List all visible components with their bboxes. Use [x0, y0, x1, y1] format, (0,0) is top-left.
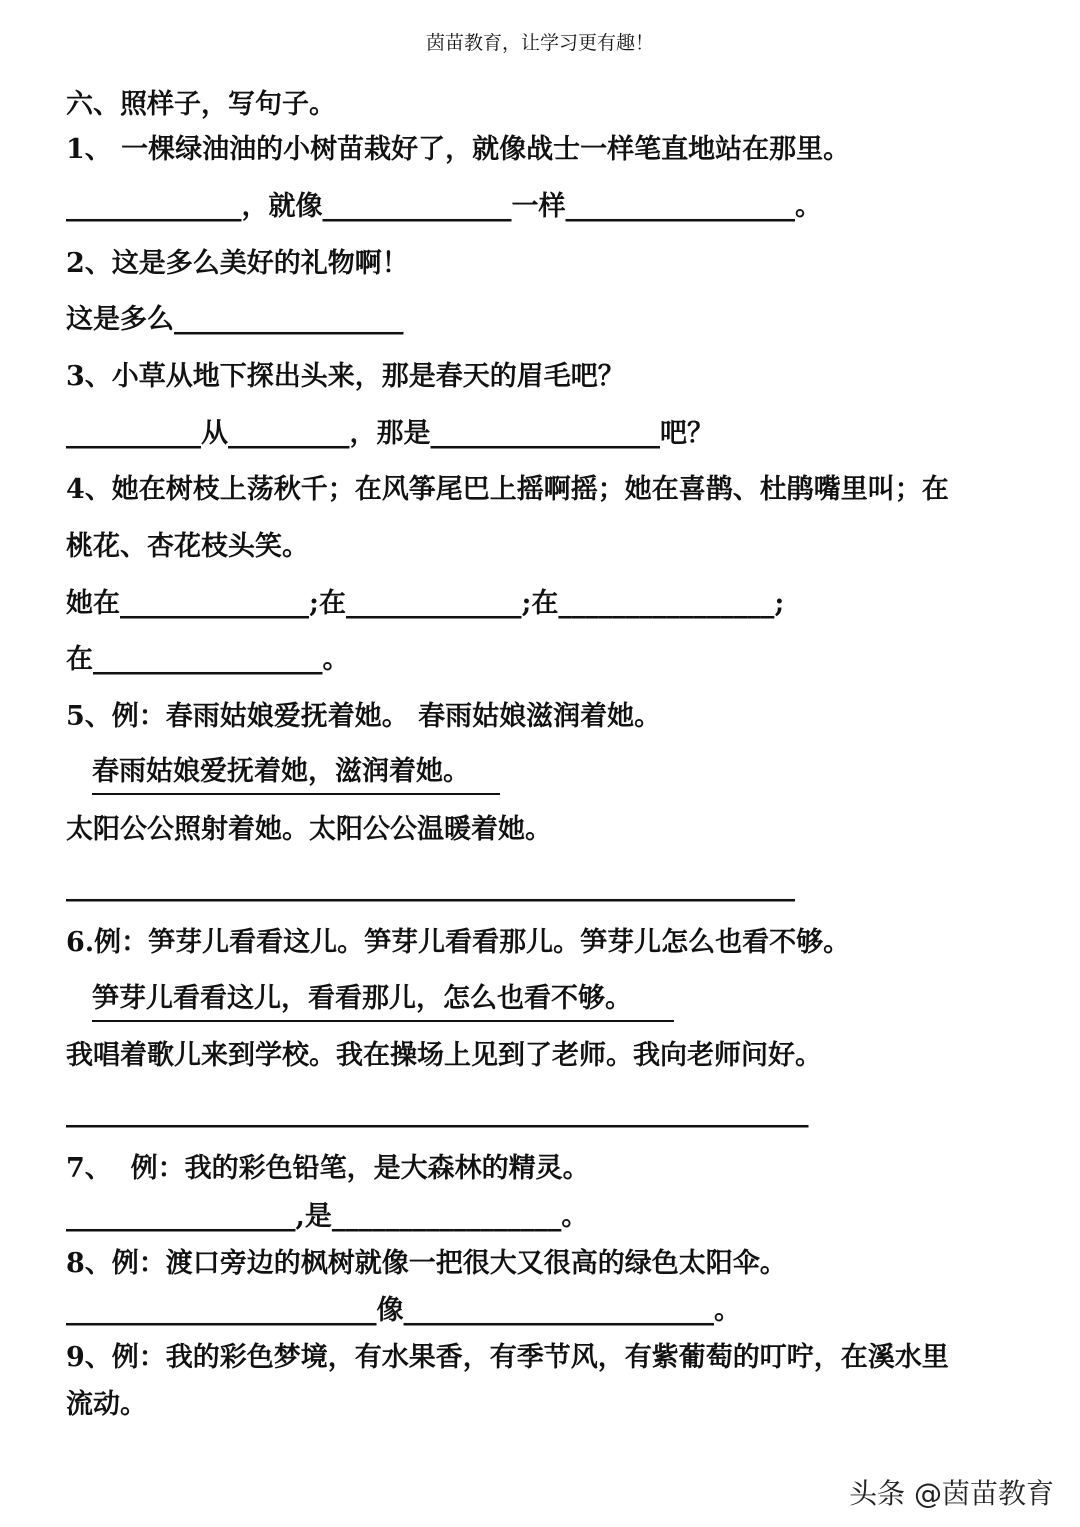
q1-prompt: 1、 一棵绿油油的小树苗栽好了，就像战士一样笔直地站在那里。 — [66, 134, 851, 165]
q4-prompt-line1: 4、她在树枝上荡秋千；在风筝尾巴上摇啊摇；她在喜鹊、杜鹃嘴里叫；在 — [66, 474, 949, 505]
page-header: 茵苗教育，让学习更有趣！ — [425, 32, 654, 54]
q4-answer-line2: 在_________________。 — [66, 644, 350, 675]
q8-prompt: 8、例：渡口旁边的枫树就像一把很大又很高的绿色太阳伞。 — [66, 1248, 787, 1279]
q5-task: 太阳公公照射着她。太阳公公温暖着她。 — [66, 814, 552, 845]
q9-prompt-line2: 流动。 — [66, 1389, 147, 1420]
q4-answer-line1: 她在______________;在_____________;在________________; — [66, 588, 785, 619]
q1-answer-blank: _____________，就像______________一样_________________。 — [66, 191, 822, 222]
watermark: 头条 @茵苗教育 — [849, 1477, 1054, 1510]
q8-answer-blank: _______________________像_______________________。 — [66, 1295, 741, 1326]
q2-prompt: 2、这是多么美好的礼物啊！ — [66, 248, 409, 279]
q5-answer-blank: ______________________________________________________ — [66, 871, 795, 902]
q3-prompt: 3、小草从地下探出头来，那是春天的眉毛吧？ — [66, 361, 625, 392]
q4-prompt-line2: 桃花、杏花枝头笑。 — [66, 531, 309, 562]
q6-prompt: 6.例：笋芽儿看看这儿。笋芽儿看看那儿。笋芽儿怎么也看不够。 — [66, 927, 851, 958]
q3-answer-blank: __________从_________，那是_________________吧？ — [66, 418, 714, 449]
q7-prompt: 7、 例：我的彩色铅笔，是大森林的精灵。 — [66, 1153, 590, 1184]
q6-task: 我唱着歌儿来到学校。我在操场上见到了老师。我向老师问好。 — [66, 1040, 822, 1071]
q9-prompt-line1: 9、例：我的彩色梦境，有水果香，有季节风，有紫葡萄的叮咛，在溪水里 — [66, 1342, 949, 1373]
q6-answer-blank: _______________________________________________________ — [66, 1097, 809, 1128]
q5-example-answer: 春雨姑娘爱抚着她，滋润着她。 — [92, 755, 500, 795]
q2-answer-blank: 这是多么_________________ — [66, 304, 404, 335]
q7-answer-blank: _________________,是_________________。 — [66, 1201, 589, 1232]
q6-example-answer: 笋芽儿看看这儿，看看那儿，怎么也看不够。 — [92, 982, 674, 1022]
q5-prompt: 5、例：春雨姑娘爱抚着她。 春雨姑娘滋润着她。 — [66, 701, 662, 732]
section-title: 六、照样子，写句子。 — [66, 89, 336, 120]
